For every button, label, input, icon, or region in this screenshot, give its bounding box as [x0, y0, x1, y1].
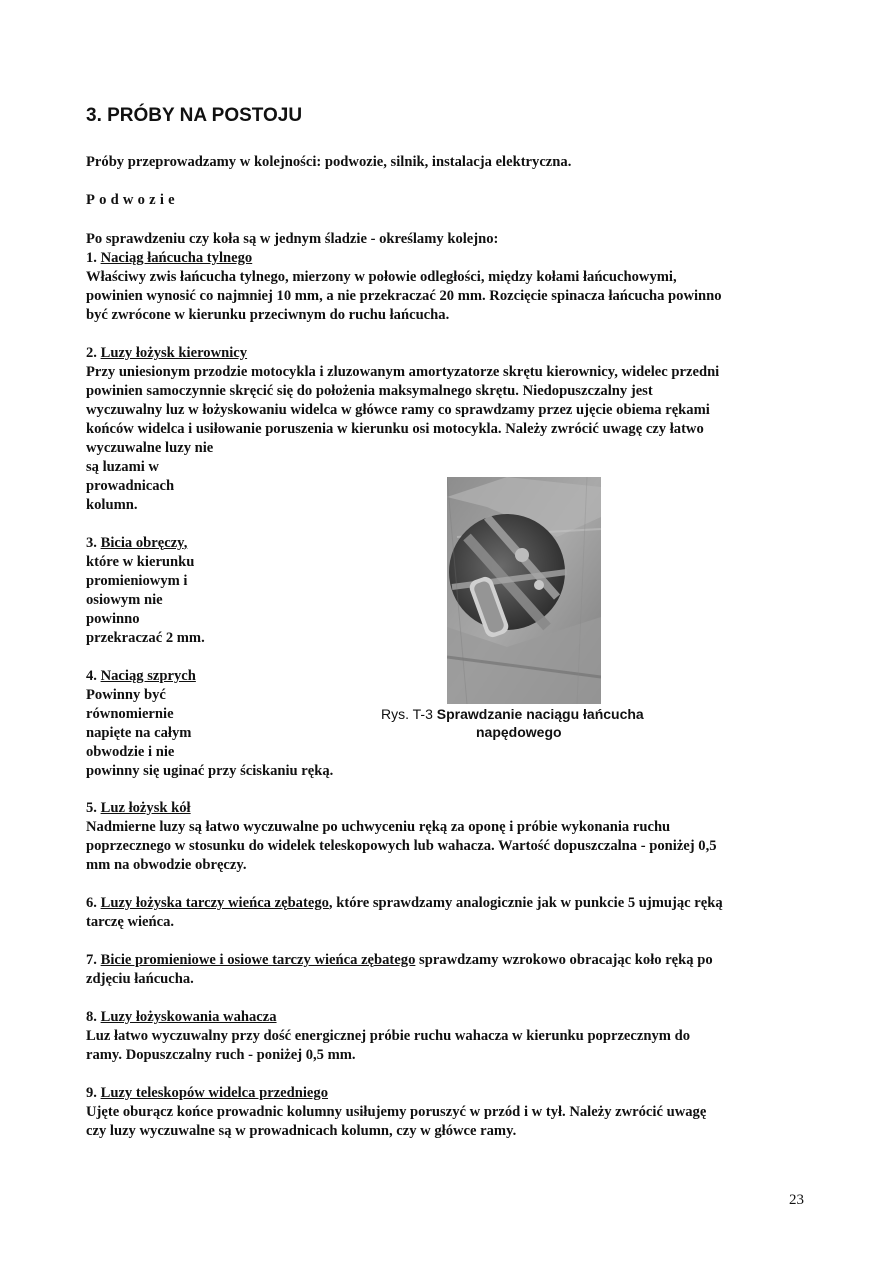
- figure-title-line2: napędowego: [476, 724, 562, 740]
- item-4-title: Naciąg szprych: [100, 668, 196, 684]
- item-3-line: które w kierunku: [86, 554, 195, 570]
- lead-text: Po sprawdzeniu czy koła są w jednym śladzie - określamy kolejno:: [86, 231, 499, 247]
- item-9-line: Ujęte oburącz końce prowadnic kolumny usiłujemy poruszyć w przód i w tył. Należy zwrócić uwagę: [86, 1104, 707, 1120]
- item-3-title: Bicia obręczy: [100, 535, 184, 551]
- figure-caption: [381, 705, 644, 723]
- item-5-line: mm na obwodzie obręczy.: [86, 857, 247, 873]
- item-5-title: Luz łożysk kół: [100, 800, 191, 816]
- item-7-heading: [86, 951, 713, 970]
- item-2-line: powinien samoczynnie skręcić się do położenia maksymalnego skrętu. Niedopuszczalny jest: [86, 383, 653, 399]
- item-2-line: prowadnicach: [86, 478, 175, 494]
- item-1-line: Właściwy zwis łańcucha tylnego, mierzony w połowie odległości, między kołami łańcuchowymi,: [86, 269, 677, 285]
- item-7-title: Bicie promieniowe i osiowe tarczy wieńca zębatego: [100, 952, 416, 968]
- item-8-title: Luzy łożyskowania wahacza: [100, 1009, 277, 1025]
- item-2-number: 2.: [86, 345, 101, 361]
- item-2-heading: [86, 344, 247, 363]
- item-2-line: wyczuwalne luzy nie: [86, 440, 214, 456]
- item-9-title: Luzy teleskopów widelca przedniego: [100, 1085, 329, 1101]
- figure-caption-line2: [476, 723, 562, 741]
- item-1-title: Naciąg łańcucha tylnego: [100, 250, 253, 266]
- item-3-line: promieniowym i: [86, 573, 188, 589]
- item-2-title: Luzy łożysk kierownicy: [100, 345, 248, 361]
- item-8-line: ramy. Dopuszczalny ruch - poniżej 0,5 mm.: [86, 1047, 356, 1063]
- item-4-line: Powinny być: [86, 687, 166, 703]
- item-5-line: poprzecznego w stosunku do widelek teleskopowych lub wahacza. Wartość dopuszczalna - poniżej 0,5: [86, 838, 717, 854]
- item-6-line: tarczę wieńca.: [86, 914, 175, 930]
- item-2-line: wyczuwalny luz w łożyskowaniu widelca w główce ramy co sprawdzamy przez ujęcie obiema rękami: [86, 402, 710, 418]
- item-3-number: 3.: [86, 535, 101, 551]
- item-5-number: 5.: [86, 800, 101, 816]
- figure-label: Rys. T-3: [381, 706, 437, 722]
- section-title: 3. PRÓBY NA POSTOJU: [86, 105, 303, 126]
- item-7-rest: sprawdzamy wzrokowo obracając koło ręką po: [415, 952, 713, 968]
- item-2-line: są luzami w: [86, 459, 159, 475]
- item-6-rest: , które sprawdzamy analogicznie jak w punkcie 5 ujmując ręką: [328, 895, 723, 911]
- item-8-number: 8.: [86, 1009, 101, 1025]
- page-number: 23: [789, 1192, 804, 1208]
- chain-tension-photo: [447, 477, 601, 704]
- item-7-line: zdjęciu łańcucha.: [86, 971, 194, 987]
- item-5-line: Nadmierne luzy są łatwo wyczuwalne po uchwyceniu ręką za oponę i próbie wykonania ruchu: [86, 819, 671, 835]
- item-6-heading: [86, 894, 723, 913]
- item-9-line: czy luzy wyczuwalne są w prowadnicach kolumn, czy w główce ramy.: [86, 1123, 517, 1139]
- item-2-line: Przy uniesionym przodzie motocykla i zluzowanym amortyzatorze skrętu kierownicy, widelec przedni: [86, 364, 720, 380]
- item-1-line: być zwrócone w kierunku przeciwnym do ruchu łańcucha.: [86, 307, 450, 323]
- item-7-number: 7.: [86, 952, 101, 968]
- item-2-line: końców widelca i usiłowanie poruszenia w kierunku osi motocykla. Należy zwrócić uwagę czy łatwo: [86, 421, 704, 437]
- item-3-line: osiowym nie: [86, 592, 163, 608]
- item-4-line: obwodzie i nie: [86, 744, 175, 760]
- item-4-number: 4.: [86, 668, 101, 684]
- item-8-heading: [86, 1008, 277, 1027]
- item-8-line: Luz łatwo wyczuwalny przy dość energicznej próbie ruchu wahacza w kierunku poprzecznym do: [86, 1028, 690, 1044]
- item-1-number: 1.: [86, 250, 101, 266]
- item-3-line: powinno: [86, 611, 140, 627]
- item-4-line: powinny się uginać przy ściskaniu ręką.: [86, 763, 334, 779]
- item-9-heading: [86, 1084, 328, 1103]
- item-5-heading: [86, 799, 191, 818]
- item-3-line: przekraczać 2 mm.: [86, 630, 205, 646]
- item-6-title: Luzy łożyska tarczy wieńca zębatego: [100, 895, 329, 911]
- item-4-heading: [86, 667, 196, 686]
- item-4-line: równomiernie: [86, 706, 174, 722]
- item-6-number: 6.: [86, 895, 101, 911]
- item-2-line: kolumn.: [86, 497, 138, 513]
- item-4-line: napięte na całym: [86, 725, 192, 741]
- figure-title-line1: Sprawdzanie naciągu łańcucha: [436, 706, 644, 722]
- intro-text: Próby przeprowadzamy w kolejności: podwozie, silnik, instalacja elektryczna.: [86, 154, 572, 170]
- item-3-comma: ,: [183, 535, 188, 551]
- subheading-podwozie: Podwozie: [86, 192, 179, 208]
- item-3-heading: [86, 534, 187, 553]
- item-1-line: powinien wynosić co najmniej 10 mm, a nie przekraczać 20 mm. Rozcięcie spinacza łańcucha powinno: [86, 288, 722, 304]
- item-9-number: 9.: [86, 1085, 101, 1101]
- item-1-heading: [86, 249, 252, 268]
